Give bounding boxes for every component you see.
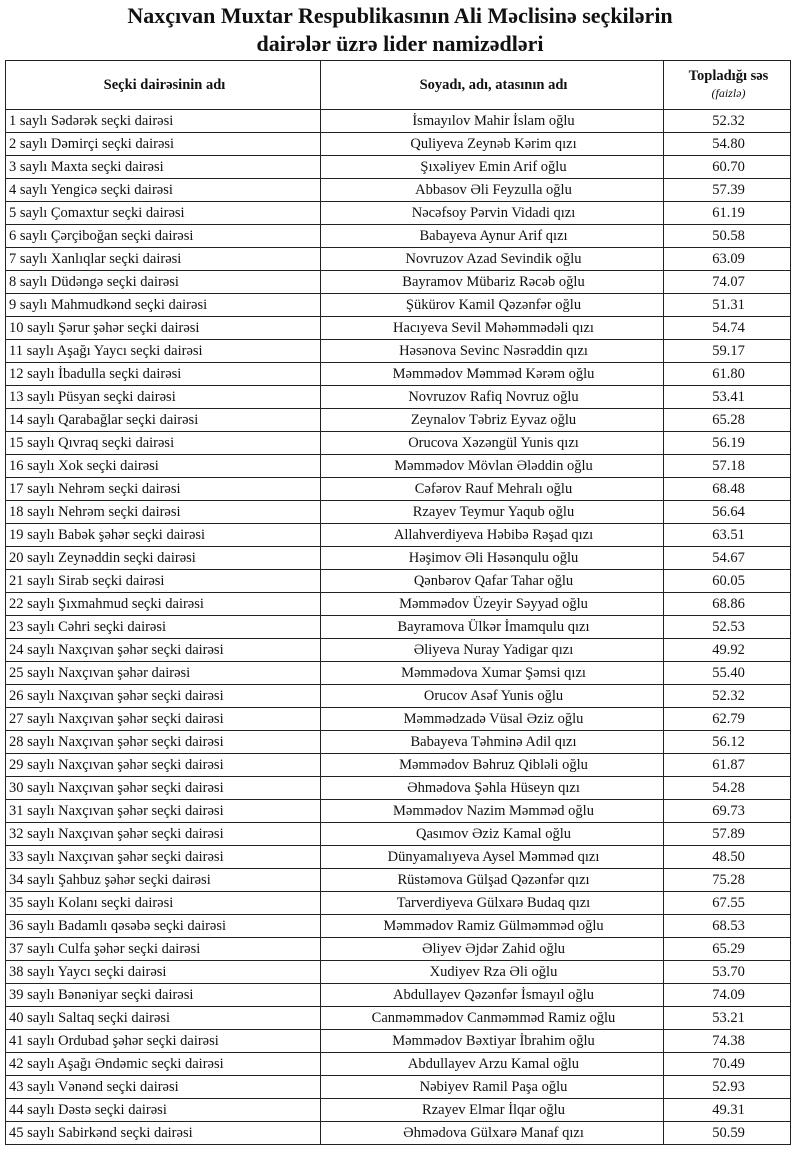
candidate-name-cell: Abdullayev Qəzənfər İsmayıl oğlu <box>321 984 664 1007</box>
district-cell: 45 saylı Sabirkənd seçki dairəsi <box>6 1122 321 1145</box>
candidate-name-cell: Bayramova Ülkər İmamqulu qızı <box>321 616 664 639</box>
title-line-1: Naxçıvan Muxtar Respublikasının Ali Məclisinə seçkilərin <box>127 3 673 28</box>
vote-percent-cell: 74.09 <box>664 984 791 1007</box>
table-row <box>6 754 791 777</box>
district-cell: 4 saylı Yengicə seçki dairəsi <box>6 179 321 202</box>
vote-percent-cell: 54.80 <box>664 133 791 156</box>
document-title <box>0 2 800 60</box>
candidate-name-cell: Rzayev Elmar İlqar oğlu <box>321 1099 664 1122</box>
candidate-name-cell: Orucov Asəf Yunis oğlu <box>321 685 664 708</box>
candidate-name-cell: Cəfərov Rauf Mehralı oğlu <box>321 478 664 501</box>
table-row <box>6 869 791 892</box>
candidate-name-cell: Şıxəliyev Emin Arif oğlu <box>321 156 664 179</box>
table-row <box>6 317 791 340</box>
district-cell: 36 saylı Badamlı qəsəbə seçki dairəsi <box>6 915 321 938</box>
table-row <box>6 133 791 156</box>
district-cell: 30 saylı Naxçıvan şəhər seçki dairəsi <box>6 777 321 800</box>
candidate-name-cell: Əliyev Əjdər Zahid oğlu <box>321 938 664 961</box>
table-row <box>6 915 791 938</box>
candidate-name-cell: Məmmədov Bəxtiyar İbrahim oğlu <box>321 1030 664 1053</box>
table-row <box>6 409 791 432</box>
candidate-name-cell: Orucova Xəzəngül Yunis qızı <box>321 432 664 455</box>
district-cell: 21 saylı Sirab seçki dairəsi <box>6 570 321 593</box>
district-cell: 17 saylı Nehrəm seçki dairəsi <box>6 478 321 501</box>
candidate-name-cell: Nəbiyev Ramil Paşa oğlu <box>321 1076 664 1099</box>
vote-percent-cell: 55.40 <box>664 662 791 685</box>
vote-percent-cell: 53.70 <box>664 961 791 984</box>
district-cell: 25 saylı Naxçıvan şəhər dairəsi <box>6 662 321 685</box>
candidate-name-cell: Bayramov Mübariz Rəcəb oğlu <box>321 271 664 294</box>
vote-percent-cell: 52.53 <box>664 616 791 639</box>
candidate-name-cell: Novruzov Rafiq Novruz oğlu <box>321 386 664 409</box>
candidate-name-cell: Məmmədov Üzeyir Səyyad oğlu <box>321 593 664 616</box>
district-cell: 14 saylı Qarabağlar seçki dairəsi <box>6 409 321 432</box>
table-row <box>6 1007 791 1030</box>
candidate-name-cell: Məmmədov Bəhruz Qibləli oğlu <box>321 754 664 777</box>
vote-percent-cell: 48.50 <box>664 846 791 869</box>
district-cell: 18 saylı Nehrəm seçki dairəsi <box>6 501 321 524</box>
district-cell: 44 saylı Dəstə seçki dairəsi <box>6 1099 321 1122</box>
candidate-name-cell: Babayeva Təhminə Adil qızı <box>321 731 664 754</box>
table-row <box>6 524 791 547</box>
candidate-name-cell: Canməmmədov Canməmməd Ramiz oğlu <box>321 1007 664 1030</box>
candidate-name-cell: Abdullayev Arzu Kamal oğlu <box>321 1053 664 1076</box>
district-cell: 29 saylı Naxçıvan şəhər seçki dairəsi <box>6 754 321 777</box>
district-cell: 42 saylı Aşağı Əndəmic seçki dairəsi <box>6 1053 321 1076</box>
candidate-name-cell: Həşimov Əli Həsənqulu oğlu <box>321 547 664 570</box>
vote-percent-cell: 68.53 <box>664 915 791 938</box>
table-row <box>6 570 791 593</box>
candidate-name-cell: Məmmədov Məmməd Kərəm oğlu <box>321 363 664 386</box>
candidate-name-cell: Şükürov Kamil Qəzənfər oğlu <box>321 294 664 317</box>
vote-percent-cell: 65.29 <box>664 938 791 961</box>
vote-percent-cell: 54.74 <box>664 317 791 340</box>
candidate-name-cell: Məmmədova Xumar Şəmsi qızı <box>321 662 664 685</box>
header-district: Seçki dairəsinin adı <box>6 61 321 110</box>
candidates-table <box>5 60 791 1145</box>
table-row <box>6 593 791 616</box>
candidate-name-cell: Qənbərov Qafar Tahar oğlu <box>321 570 664 593</box>
vote-percent-cell: 54.28 <box>664 777 791 800</box>
vote-percent-cell: 56.12 <box>664 731 791 754</box>
candidate-name-cell: Quliyeva Zeynəb Kərim qızı <box>321 133 664 156</box>
vote-percent-cell: 52.32 <box>664 685 791 708</box>
district-cell: 9 saylı Mahmudkənd seçki dairəsi <box>6 294 321 317</box>
district-cell: 12 saylı İbadulla seçki dairəsi <box>6 363 321 386</box>
candidate-name-cell: Xudiyev Rza Əli oğlu <box>321 961 664 984</box>
district-cell: 20 saylı Zeynəddin seçki dairəsi <box>6 547 321 570</box>
candidate-name-cell: Qasımov Əziz Kamal oğlu <box>321 823 664 846</box>
vote-percent-cell: 50.59 <box>664 1122 791 1145</box>
district-cell: 35 saylı Kolanı seçki dairəsi <box>6 892 321 915</box>
district-cell: 11 saylı Aşağı Yaycı seçki dairəsi <box>6 340 321 363</box>
candidate-name-cell: Hacıyeva Sevil Məhəmmədəli qızı <box>321 317 664 340</box>
vote-percent-cell: 49.92 <box>664 639 791 662</box>
district-cell: 23 saylı Cəhri seçki dairəsi <box>6 616 321 639</box>
table-row <box>6 455 791 478</box>
vote-percent-cell: 63.09 <box>664 248 791 271</box>
candidate-name-cell: Rüstəmova Gülşad Qəzənfər qızı <box>321 869 664 892</box>
candidate-name-cell: Məmmədov Mövlan Ələddin oğlu <box>321 455 664 478</box>
candidate-name-cell: Allahverdiyeva Həbibə Rəşad qızı <box>321 524 664 547</box>
vote-percent-cell: 75.28 <box>664 869 791 892</box>
vote-percent-cell: 70.49 <box>664 1053 791 1076</box>
table-row <box>6 961 791 984</box>
vote-percent-cell: 62.79 <box>664 708 791 731</box>
district-cell: 1 saylı Sədərək seçki dairəsi <box>6 110 321 133</box>
vote-percent-cell: 49.31 <box>664 1099 791 1122</box>
candidate-name-cell: Rzayev Teymur Yaqub oğlu <box>321 501 664 524</box>
table-row <box>6 984 791 1007</box>
district-cell: 22 saylı Şıxmahmud seçki dairəsi <box>6 593 321 616</box>
vote-percent-cell: 67.55 <box>664 892 791 915</box>
district-cell: 16 saylı Xok seçki dairəsi <box>6 455 321 478</box>
district-cell: 6 saylı Çərçiboğan seçki dairəsi <box>6 225 321 248</box>
table-row <box>6 478 791 501</box>
table-row <box>6 938 791 961</box>
district-cell: 38 saylı Yaycı seçki dairəsi <box>6 961 321 984</box>
table-row <box>6 294 791 317</box>
table-row <box>6 432 791 455</box>
district-cell: 19 saylı Babək şəhər seçki dairəsi <box>6 524 321 547</box>
district-cell: 41 saylı Ordubad şəhər seçki dairəsi <box>6 1030 321 1053</box>
candidate-name-cell: Zeynalov Təbriz Eyvaz oğlu <box>321 409 664 432</box>
table-row <box>6 547 791 570</box>
district-cell: 24 saylı Naxçıvan şəhər seçki dairəsi <box>6 639 321 662</box>
district-cell: 15 saylı Qıvraq seçki dairəsi <box>6 432 321 455</box>
table-row <box>6 1030 791 1053</box>
candidate-name-cell: Məmmədov Nazim Məmməd oğlu <box>321 800 664 823</box>
candidate-name-cell: Məmmədzadə Vüsal Əziz oğlu <box>321 708 664 731</box>
candidate-name-cell: Əhmədova Şəhla Hüseyn qızı <box>321 777 664 800</box>
vote-percent-cell: 57.89 <box>664 823 791 846</box>
district-cell: 13 saylı Püsyan seçki dairəsi <box>6 386 321 409</box>
district-cell: 43 saylı Vənənd seçki dairəsi <box>6 1076 321 1099</box>
vote-percent-cell: 61.80 <box>664 363 791 386</box>
candidate-name-cell: Tarverdiyeva Gülxarə Budaq qızı <box>321 892 664 915</box>
vote-percent-cell: 54.67 <box>664 547 791 570</box>
table-row <box>6 1122 791 1145</box>
table-row <box>6 501 791 524</box>
vote-percent-cell: 69.73 <box>664 800 791 823</box>
district-cell: 28 saylı Naxçıvan şəhər seçki dairəsi <box>6 731 321 754</box>
candidate-name-cell: Nəcəfsoy Pərvin Vidadi qızı <box>321 202 664 225</box>
table-row <box>6 731 791 754</box>
table-row <box>6 179 791 202</box>
table-row <box>6 340 791 363</box>
candidate-name-cell: Həsənova Sevinc Nəsrəddin qızı <box>321 340 664 363</box>
vote-percent-cell: 60.05 <box>664 570 791 593</box>
table-row <box>6 639 791 662</box>
header-votes-label: Topladığı səs <box>688 68 769 84</box>
table-row <box>6 156 791 179</box>
vote-percent-cell: 53.41 <box>664 386 791 409</box>
header-votes <box>664 61 791 110</box>
district-cell: 34 saylı Şahbuz şəhər seçki dairəsi <box>6 869 321 892</box>
district-cell: 5 saylı Çomaxtur seçki dairəsi <box>6 202 321 225</box>
table-body <box>6 110 791 1145</box>
vote-percent-cell: 61.19 <box>664 202 791 225</box>
table-row <box>6 110 791 133</box>
table-header <box>6 61 791 110</box>
candidate-name-cell: Dünyamalıyeva Aysel Məmməd qızı <box>321 846 664 869</box>
header-votes-unit: (faizlə) <box>711 86 746 100</box>
candidate-name-cell: Abbasov Əli Feyzulla oğlu <box>321 179 664 202</box>
vote-percent-cell: 61.87 <box>664 754 791 777</box>
vote-percent-cell: 56.19 <box>664 432 791 455</box>
candidate-name-cell: İsmayılov Mahir İslam oğlu <box>321 110 664 133</box>
vote-percent-cell: 63.51 <box>664 524 791 547</box>
table-row <box>6 662 791 685</box>
district-cell: 2 saylı Dəmirçi seçki dairəsi <box>6 133 321 156</box>
table-row <box>6 1053 791 1076</box>
table-row <box>6 777 791 800</box>
candidate-name-cell: Əliyeva Nuray Yadigar qızı <box>321 639 664 662</box>
district-cell: 10 saylı Şərur şəhər seçki dairəsi <box>6 317 321 340</box>
district-cell: 7 saylı Xanlıqlar seçki dairəsi <box>6 248 321 271</box>
header-row <box>6 61 791 110</box>
table-row <box>6 846 791 869</box>
candidate-name-cell: Məmmədov Ramiz Gülməmməd oğlu <box>321 915 664 938</box>
district-cell: 37 saylı Culfa şəhər seçki dairəsi <box>6 938 321 961</box>
candidate-name-cell: Babayeva Aynur Arif qızı <box>321 225 664 248</box>
district-cell: 33 saylı Naxçıvan şəhər seçki dairəsi <box>6 846 321 869</box>
district-cell: 32 saylı Naxçıvan şəhər seçki dairəsi <box>6 823 321 846</box>
vote-percent-cell: 52.32 <box>664 110 791 133</box>
district-cell: 3 saylı Maxta seçki dairəsi <box>6 156 321 179</box>
vote-percent-cell: 60.70 <box>664 156 791 179</box>
district-cell: 39 saylı Bənəniyar seçki dairəsi <box>6 984 321 1007</box>
table-row <box>6 685 791 708</box>
vote-percent-cell: 50.58 <box>664 225 791 248</box>
vote-percent-cell: 59.17 <box>664 340 791 363</box>
district-cell: 8 saylı Düdəngə seçki dairəsi <box>6 271 321 294</box>
table-row <box>6 616 791 639</box>
candidate-name-cell: Əhmədova Gülxarə Manaf qızı <box>321 1122 664 1145</box>
vote-percent-cell: 56.64 <box>664 501 791 524</box>
vote-percent-cell: 68.48 <box>664 478 791 501</box>
table-row <box>6 271 791 294</box>
table-row <box>6 823 791 846</box>
table-row <box>6 1076 791 1099</box>
candidate-name-cell: Novruzov Azad Sevindik oğlu <box>321 248 664 271</box>
table-row <box>6 225 791 248</box>
district-cell: 31 saylı Naxçıvan şəhər seçki dairəsi <box>6 800 321 823</box>
title-line-2: dairələr üzrə lider namizədləri <box>256 31 544 56</box>
table-row <box>6 892 791 915</box>
table-row <box>6 248 791 271</box>
vote-percent-cell: 53.21 <box>664 1007 791 1030</box>
district-cell: 26 saylı Naxçıvan şəhər seçki dairəsi <box>6 685 321 708</box>
table-row <box>6 202 791 225</box>
table-row <box>6 386 791 409</box>
vote-percent-cell: 74.07 <box>664 271 791 294</box>
district-cell: 40 saylı Saltaq seçki dairəsi <box>6 1007 321 1030</box>
header-name: Soyadı, adı, atasının adı <box>321 61 664 110</box>
table-row <box>6 708 791 731</box>
vote-percent-cell: 65.28 <box>664 409 791 432</box>
vote-percent-cell: 68.86 <box>664 593 791 616</box>
table-row <box>6 800 791 823</box>
vote-percent-cell: 74.38 <box>664 1030 791 1053</box>
vote-percent-cell: 57.18 <box>664 455 791 478</box>
district-cell: 27 saylı Naxçıvan şəhər seçki dairəsi <box>6 708 321 731</box>
table-row <box>6 363 791 386</box>
vote-percent-cell: 51.31 <box>664 294 791 317</box>
vote-percent-cell: 52.93 <box>664 1076 791 1099</box>
vote-percent-cell: 57.39 <box>664 179 791 202</box>
table-row <box>6 1099 791 1122</box>
